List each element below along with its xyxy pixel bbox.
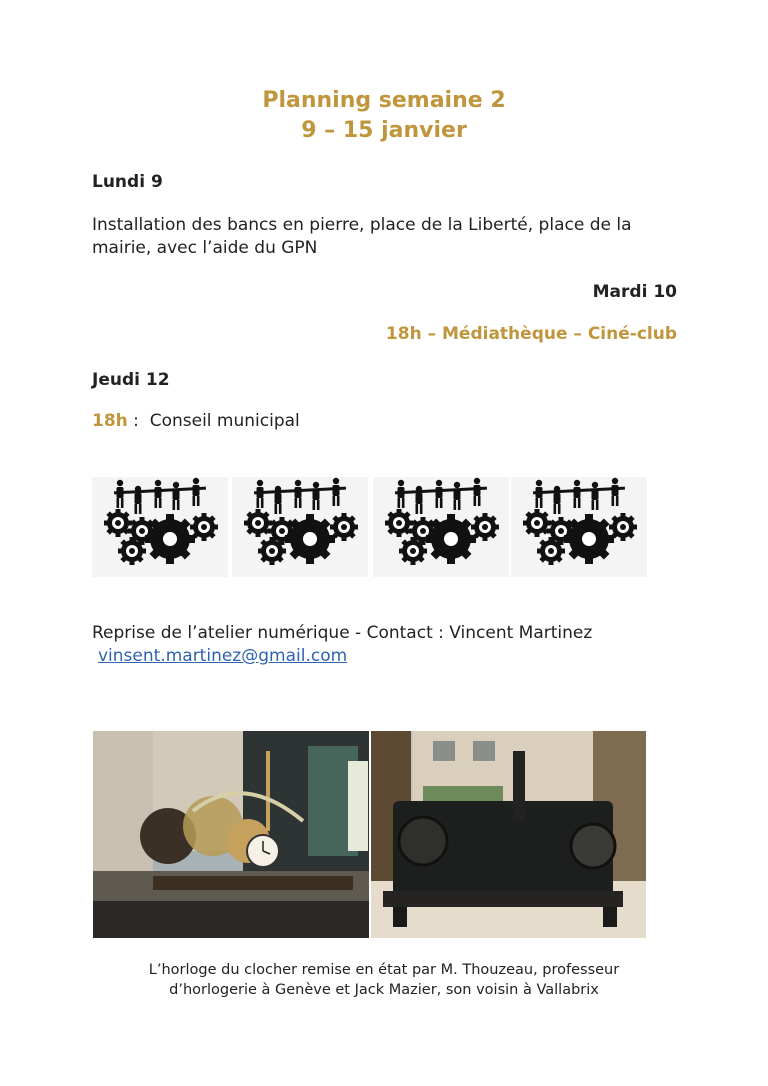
photo-caption-line-2: d’horlogerie à Genève et Jack Mazier, son voisin à Vallabrix: [169, 982, 599, 998]
page-title-line-1: Planning semaine 2: [262, 88, 506, 113]
lundi-description-line-2: mairie, avec l’aide du GPN: [92, 238, 318, 258]
page-title-line-2: 9 – 15 janvier: [301, 118, 467, 143]
mardi-event: 18h – Médiathèque – Ciné-club: [385, 324, 677, 344]
day-heading-mardi: Mardi 10: [592, 282, 677, 302]
teamwork-panel-4: [511, 477, 647, 577]
photo-left-clock-display: [93, 731, 369, 938]
clock-mechanism-photos: [93, 731, 646, 938]
teamwork-panel-2: [232, 477, 368, 577]
teamwork-panel-1: [92, 477, 228, 577]
atelier-text: Reprise de l’atelier numérique - Contact : Vincent Martinez: [92, 623, 593, 643]
jeudi-event-line: [92, 410, 300, 433]
teamwork-panel-3: [373, 477, 509, 577]
jeudi-event: Conseil municipal: [149, 411, 300, 431]
day-heading-jeudi: Jeudi 12: [92, 370, 170, 390]
jeudi-time: 18h: [92, 411, 128, 431]
photo-caption-line-1: L’horloge du clocher remise en état par M. Thouzeau, professeur: [148, 962, 620, 978]
photo-right-clock-mechanism: [371, 731, 646, 938]
day-heading-lundi: Lundi 9: [92, 172, 163, 192]
photo-caption: [0, 960, 768, 1000]
jeudi-separator: :: [127, 411, 150, 431]
lundi-description: [92, 214, 692, 260]
lundi-description-line-1: Installation des bancs en pierre, place de la Liberté, place de la: [92, 215, 632, 235]
atelier-email-link[interactable]: vinsent.martinez@gmail.com: [98, 646, 348, 666]
teamwork-gears-illustration: [92, 477, 647, 577]
